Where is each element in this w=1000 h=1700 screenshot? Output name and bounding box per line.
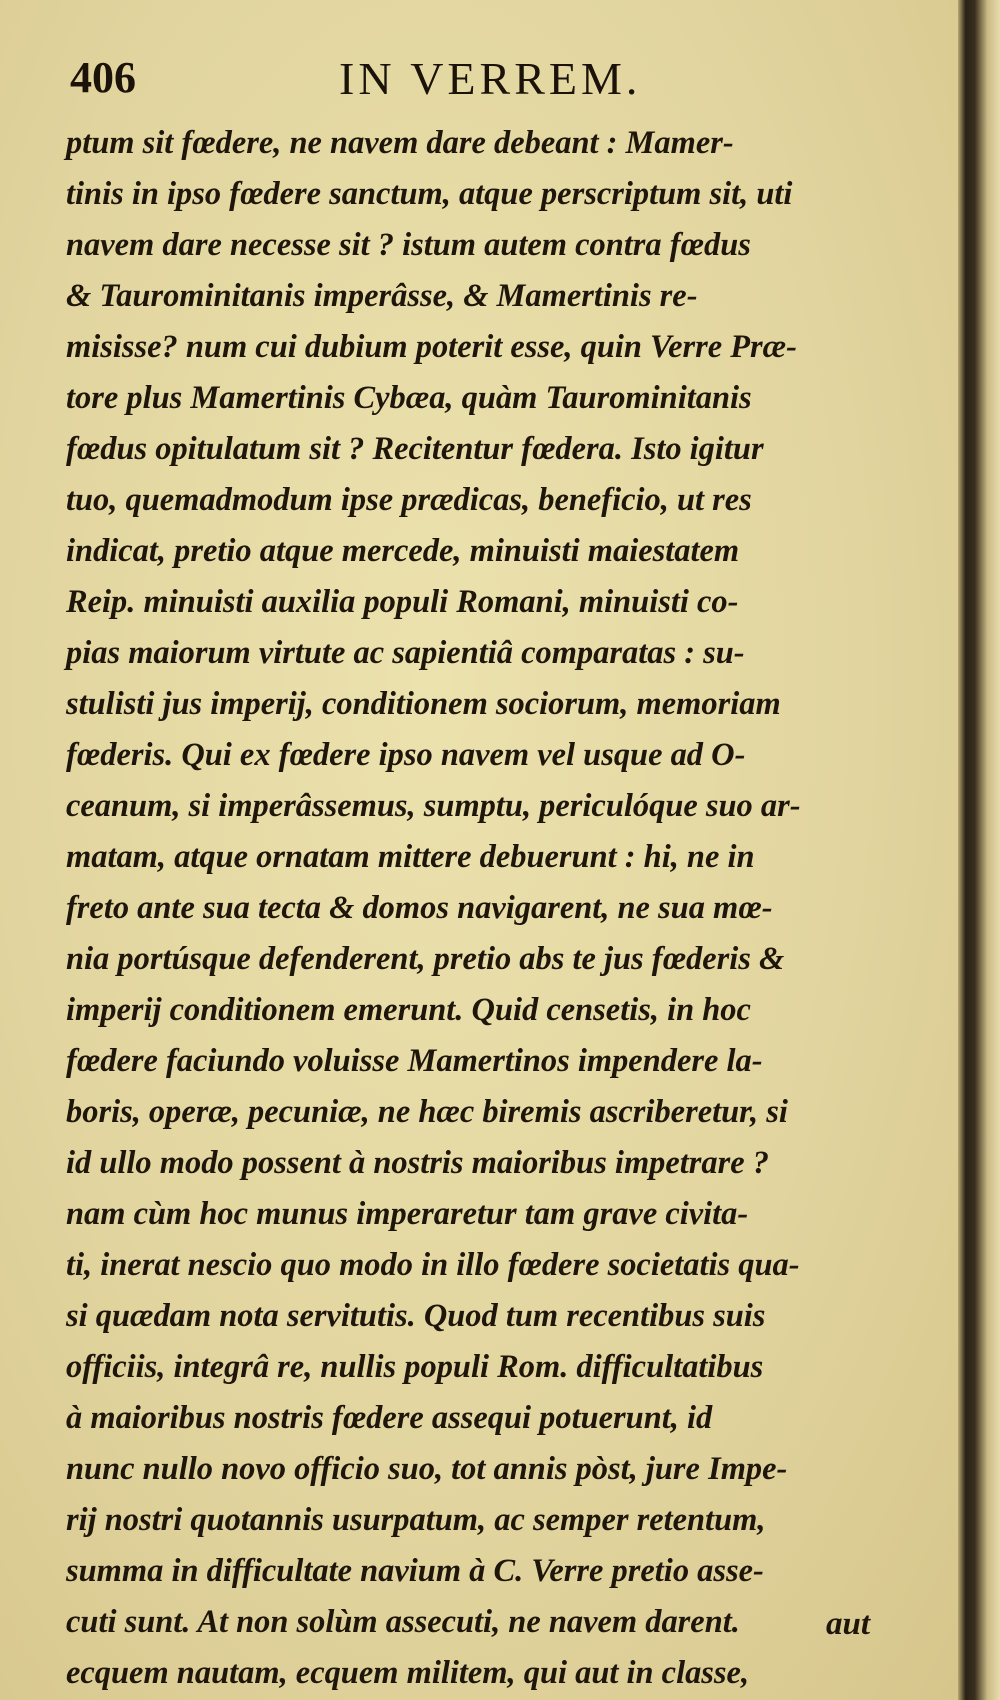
text-line: fœdere faciundo voluisse Mamertinos impendere la- xyxy=(66,1043,763,1079)
text-line: tinis in ipso fœdere sanctum, atque perscriptum sit, uti xyxy=(66,176,793,212)
text-line: nam cùm hoc munus imperaretur tam grave civita- xyxy=(66,1196,749,1232)
text-line: rij nostri quotannis usurpatum, ac semper retentum, xyxy=(66,1502,766,1538)
running-title: IN VERREM. xyxy=(339,53,642,104)
text-line: navem dare necesse sit ? istum autem contra fœdus xyxy=(66,227,751,263)
text-line: si quædam nota servitutis. Quod tum recentibus suis xyxy=(66,1298,766,1334)
text-line: fœdus opitulatum sit ? Recitentur fœdera. Isto igitur xyxy=(66,431,764,467)
text-line: tuo, quemadmodum ipse prædicas, beneficio, ut res xyxy=(66,482,752,518)
text-line: matam, atque ornatam mittere debuerunt : hi, ne in xyxy=(66,839,755,875)
text-line: officiis, integrâ re, nullis populi Rom. difficultatibus xyxy=(66,1349,764,1385)
text-line: nia portúsque defenderent, pretio abs te jus fœderis & xyxy=(66,941,785,977)
text-line: à maioribus nostris fœdere assequi potuerunt, id xyxy=(66,1400,713,1436)
text-line: imperij conditionem emerunt. Quid censetis, in hoc xyxy=(66,992,751,1028)
text-line: cuti sunt. At non solùm assecuti, ne navem darent. xyxy=(66,1604,740,1640)
text-line: freto ante sua tecta & domos navigarent, ne sua mœ- xyxy=(66,890,773,926)
text-line: stulisti jus imperij, conditionem sociorum, memoriam xyxy=(66,686,781,722)
text-line: fœderis. Qui ex fœdere ipso navem vel usque ad O- xyxy=(66,737,746,773)
page-number: 406 xyxy=(70,53,136,102)
catchword: aut xyxy=(826,1606,871,1642)
text-line: Reip. minuisti auxilia populi Romani, minuisti co- xyxy=(66,584,739,620)
text-line: indicat, pretio atque mercede, minuisti maiestatem xyxy=(66,533,740,569)
text-line: boris, operæ, pecuniæ, ne hæc biremis ascriberetur, si xyxy=(66,1094,788,1130)
text-line: & Taurominitanis imperâsse, & Mamertinis re- xyxy=(66,278,698,314)
body-text xyxy=(66,118,951,1699)
text-line: misisse? num cui dubium poterit esse, quin Verre Præ- xyxy=(66,329,797,365)
text-line: summa in difficultate navium à C. Verre pretio asse- xyxy=(66,1553,764,1589)
text-line: ptum sit fœdere, ne navem dare debeant : Mamer- xyxy=(66,125,734,161)
page-header xyxy=(64,52,934,112)
text-line: id ullo modo possent à nostris maioribus impetrare ? xyxy=(66,1145,770,1181)
text-line: tore plus Mamertinis Cybæa, quàm Taurominitanis xyxy=(66,380,752,416)
text-line: ecquem nautam, ecquem militem, qui aut in classe, xyxy=(66,1655,750,1691)
text-line: ti, inerat nescio quo modo in illo fœdere societatis qua- xyxy=(66,1247,800,1283)
book-binding-edge xyxy=(958,0,1000,1700)
text-line: nunc nullo novo officio suo, tot annis pòst, jure Impe- xyxy=(66,1451,788,1487)
text-line: ceanum, si imperâssemus, sumptu, periculóque suo ar- xyxy=(66,788,801,824)
text-line: pias maiorum virtute ac sapientiâ comparatas : su- xyxy=(66,635,745,671)
